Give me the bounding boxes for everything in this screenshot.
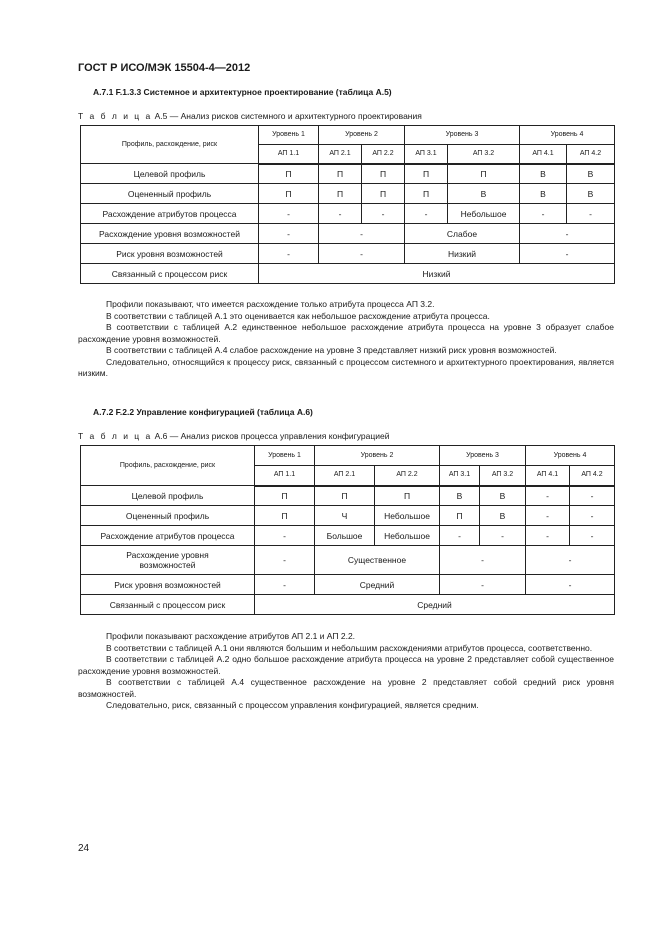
row-label: Расхождение уровня возможностей	[81, 224, 259, 244]
table-cell: Слабое	[405, 224, 520, 244]
table-row	[81, 264, 615, 284]
table-cell: -	[405, 204, 448, 224]
table-cell: П	[319, 164, 362, 184]
section-heading-a71: А.7.1 F.1.3.3 Системное и архитектурное проектирование (таблица А.5)	[93, 87, 392, 97]
table-cell: П	[255, 486, 315, 506]
row-label: Расхождение атрибутов процесса	[81, 526, 255, 546]
section1-text	[78, 299, 614, 380]
level-1-header: Уровень 1	[259, 126, 319, 145]
table-row	[81, 575, 615, 595]
table-cell: П	[255, 506, 315, 526]
table-cell: В	[520, 164, 567, 184]
table-cell: -	[520, 224, 615, 244]
table-cell: -	[255, 575, 315, 595]
attr-header: АП 3.1	[440, 466, 480, 486]
header-label-cell: Профиль, расхождение, риск	[81, 446, 255, 486]
table-cell: П	[259, 164, 319, 184]
attr-header: АП 3.2	[448, 145, 520, 164]
row-label: Связанный с процессом риск	[81, 264, 259, 284]
attr-header: АП 3.2	[480, 466, 526, 486]
table-cell: П	[375, 486, 440, 506]
row-label: Целевой профиль	[81, 486, 255, 506]
document-header: ГОСТ Р ИСО/МЭК 15504-4—2012	[78, 62, 251, 74]
level-2-header: Уровень 2	[319, 126, 405, 145]
table-cell: -	[319, 224, 405, 244]
attr-header: АП 4.2	[567, 145, 615, 164]
header-label-cell: Профиль, расхождение, риск	[81, 126, 259, 164]
table-cell: Небольшое	[375, 506, 440, 526]
level-3-header: Уровень 3	[405, 126, 520, 145]
caption-label: Т а б л и ц а	[78, 111, 153, 121]
table-cell: П	[448, 164, 520, 184]
table-cell: -	[362, 204, 405, 224]
table-cell: В	[567, 184, 615, 204]
table-a6	[80, 445, 615, 615]
attr-header: АП 2.2	[362, 145, 405, 164]
table-row	[81, 506, 615, 526]
table-cell: Средний	[315, 575, 440, 595]
table-row	[81, 595, 615, 615]
table-cell: Средний	[255, 595, 615, 615]
paragraph: В соответствии с таблицей А.1 это оценивается как небольшое расхождение атрибута процесса.	[106, 310, 490, 321]
paragraph: Профили показывают расхождение атрибутов АП 2.1 и АП 2.2.	[106, 631, 356, 641]
section-heading-a72: А.7.2 F.2.2 Управление конфигурацией (таблица А.6)	[93, 407, 313, 417]
table-cell: -	[259, 244, 319, 264]
row-label: Связанный с процессом риск	[81, 595, 255, 615]
paragraph: Следовательно, относящийся к процессу риск, связанный с процессом системного и архитектурного проектирования, является низким.	[78, 356, 614, 378]
table-cell: П	[440, 506, 480, 526]
table-cell: -	[520, 244, 615, 264]
attr-header: АП 2.1	[319, 145, 362, 164]
table-cell: П	[362, 184, 405, 204]
table-cell: -	[526, 486, 570, 506]
row-label: Риск уровня возможностей	[81, 575, 255, 595]
level-3-header: Уровень 3	[440, 446, 526, 466]
row-label: Риск уровня возможностей	[81, 244, 259, 264]
paragraph: В соответствии с таблицей А.2 единственное небольшое расхождение атрибута процесса на уровне 3 образует слабое расхождение уровня возможностей.	[78, 322, 614, 344]
paragraph: В соответствии с таблицей А.4 существенное расхождение на уровне 2 представляет собой средний риск уровня возможностей.	[78, 677, 614, 699]
caption-text: А.5 — Анализ рисков системного и архитектурного проектирования	[154, 111, 422, 121]
table-row	[81, 244, 615, 264]
row-label: Целевой профиль	[81, 164, 259, 184]
table-cell: -	[255, 526, 315, 546]
table-cell: -	[480, 526, 526, 546]
table-cell: П	[405, 164, 448, 184]
attr-header: АП 4.2	[570, 466, 615, 486]
attr-header: АП 1.1	[259, 145, 319, 164]
attr-header: АП 2.2	[375, 466, 440, 486]
table-cell: П	[319, 184, 362, 204]
row-label: Расхождение атрибутов процесса	[81, 204, 259, 224]
table-cell: Небольшое	[375, 526, 440, 546]
table-cell: П	[362, 164, 405, 184]
paragraph: Следовательно, риск, связанный с процессом управления конфигурацией, является средним.	[106, 700, 479, 710]
attr-header: АП 3.1	[405, 145, 448, 164]
table-cell: -	[570, 526, 615, 546]
table-cell: -	[319, 204, 362, 224]
table-cell: -	[440, 526, 480, 546]
table-cell: -	[570, 486, 615, 506]
table-cell: -	[319, 244, 405, 264]
table-cell: П	[405, 184, 448, 204]
table-cell: Существенное	[315, 546, 440, 575]
row-label: Оцененный профиль	[81, 506, 255, 526]
level-1-header: Уровень 1	[255, 446, 315, 466]
table-cell: -	[259, 224, 319, 244]
table-row	[81, 224, 615, 244]
attr-header: АП 4.1	[526, 466, 570, 486]
table-cell: В	[448, 184, 520, 204]
table-row	[81, 546, 615, 575]
table-cell: -	[526, 546, 615, 575]
table-cell: Большое	[315, 526, 375, 546]
caption-label: Т а б л и ц а	[78, 431, 153, 441]
table-row	[81, 526, 615, 546]
table-cell: Ч	[315, 506, 375, 526]
paragraph: В соответствии с таблицей А.1 они являются большим и небольшим расхождениями атрибутов процесса, соответственно.	[106, 642, 593, 653]
table-cell: Низкий	[259, 264, 615, 284]
table-row	[81, 164, 615, 184]
table-cell: -	[520, 204, 567, 224]
paragraph: Профили показывают, что имеется расхождение только атрибута процесса АП 3.2.	[106, 299, 435, 309]
level-2-header: Уровень 2	[315, 446, 440, 466]
table-cell: -	[259, 204, 319, 224]
table-cell: В	[520, 184, 567, 204]
table-cell: В	[567, 164, 615, 184]
attr-header: АП 4.1	[520, 145, 567, 164]
page-number: 24	[78, 843, 90, 854]
table-caption-a6	[78, 431, 389, 441]
paragraph: В соответствии с таблицей А.2 одно большое расхождение атрибута процесса на уровне 2 представляет собой существенное расхождение уровня возможностей.	[78, 654, 614, 676]
table-caption-a5	[78, 111, 422, 121]
table-cell: В	[440, 486, 480, 506]
section2-text	[78, 631, 614, 712]
table-cell: -	[526, 526, 570, 546]
caption-text: А.6 — Анализ рисков процесса управления конфигурацией	[154, 431, 390, 441]
table-cell: -	[526, 575, 615, 595]
table-row	[81, 486, 615, 506]
table-cell: -	[440, 575, 526, 595]
table-cell: -	[440, 546, 526, 575]
table-cell: -	[255, 546, 315, 575]
row-label: Оцененный профиль	[81, 184, 259, 204]
row-label: Расхождение уровня возможностей	[81, 546, 255, 575]
paragraph: В соответствии с таблицей А.4 слабое расхождение на уровне 3 представляет низкий риск уровня возможностей.	[106, 345, 557, 355]
table-cell: В	[480, 486, 526, 506]
table-a5	[80, 125, 615, 284]
table-cell: Небольшое	[448, 204, 520, 224]
level-4-header: Уровень 4	[526, 446, 615, 466]
table-row	[81, 184, 615, 204]
level-4-header: Уровень 4	[520, 126, 615, 145]
attr-header: АП 1.1	[255, 466, 315, 486]
table-cell: -	[570, 506, 615, 526]
table-cell: Низкий	[405, 244, 520, 264]
table-cell: -	[567, 204, 615, 224]
table-cell: П	[315, 486, 375, 506]
table-cell: П	[259, 184, 319, 204]
table-cell: -	[526, 506, 570, 526]
table-cell: В	[480, 506, 526, 526]
attr-header: АП 2.1	[315, 466, 375, 486]
table-row	[81, 204, 615, 224]
